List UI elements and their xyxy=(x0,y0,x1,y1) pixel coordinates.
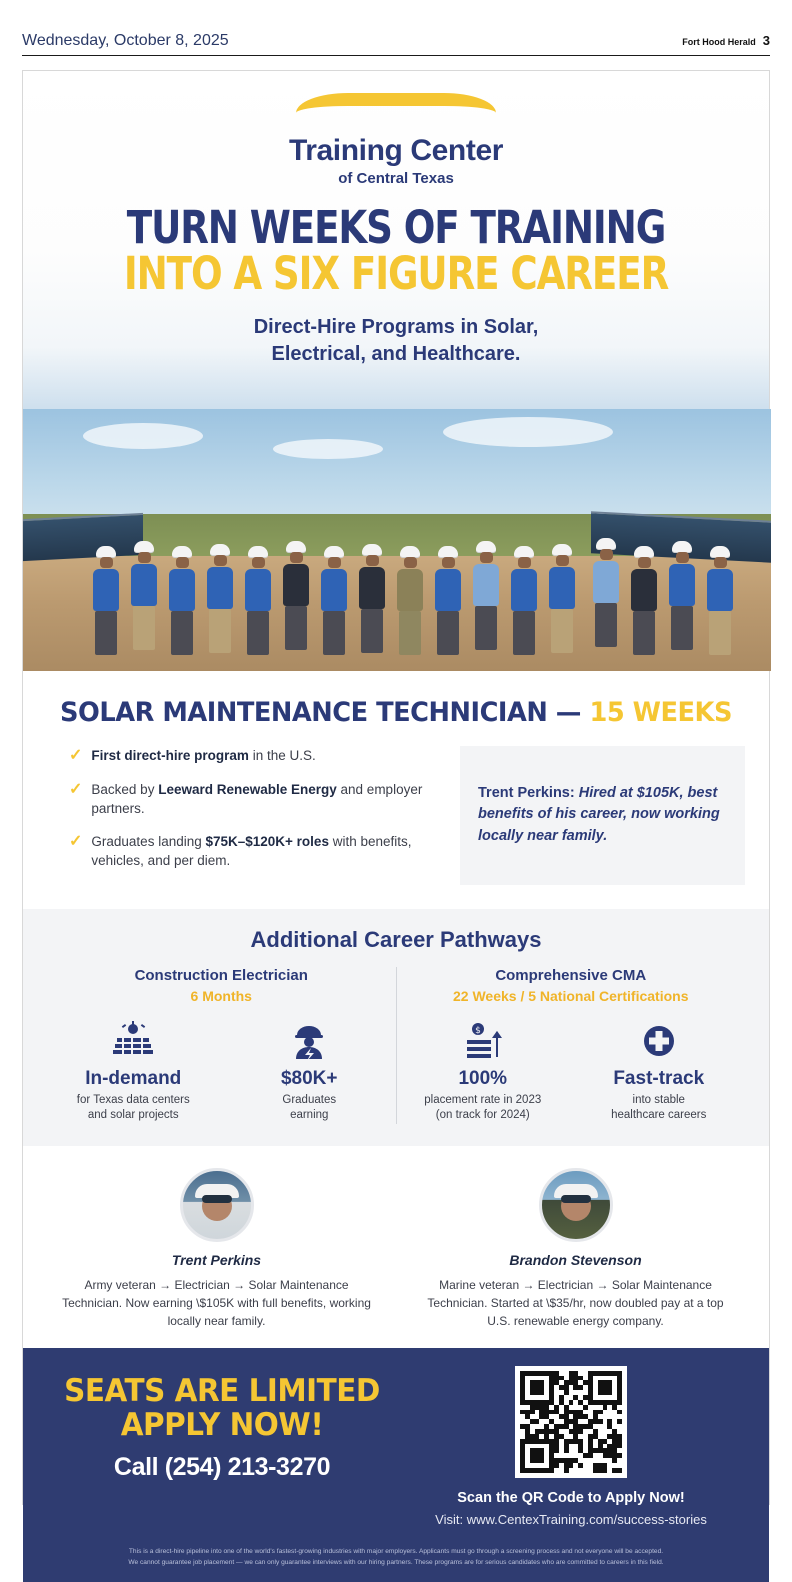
pathway-column-cma xyxy=(397,967,746,1124)
brand-logo xyxy=(23,71,769,187)
phone-number[interactable]: Call (254) 213-3270 xyxy=(113,1453,331,1482)
pathway-heading: Comprehensive CMA xyxy=(495,966,647,984)
hero-subheadline xyxy=(23,314,769,368)
solar-panel-icon xyxy=(58,1018,208,1064)
newspaper-header xyxy=(22,32,770,56)
pathway-caption: Graduates earning xyxy=(282,1093,337,1122)
bullet-text: First direct-hire program in the U.S. xyxy=(91,748,316,763)
pathway-items xyxy=(57,1018,386,1124)
testimonial-name: Brandon Stevenson xyxy=(509,1251,642,1268)
avatar xyxy=(180,1168,254,1242)
person-figure xyxy=(435,546,461,655)
money-growth-icon xyxy=(408,1018,558,1064)
newspaper-name: Fort Hood Herald xyxy=(682,37,756,47)
bullet-text: Backed by Leeward Renewable Energy and employer partners. xyxy=(91,782,423,817)
pathway-item xyxy=(234,1018,384,1124)
person-figure xyxy=(473,541,499,650)
hero-section xyxy=(23,71,769,671)
person-figure xyxy=(511,546,537,655)
person-figure xyxy=(593,538,619,647)
medical-cross-icon xyxy=(584,1018,734,1064)
quote-name: Trent Perkins: xyxy=(478,784,575,801)
cta-right xyxy=(397,1366,745,1527)
pathway-stat: In-demand xyxy=(85,1067,182,1089)
cloud-shape xyxy=(83,423,203,449)
person-figure xyxy=(359,544,385,653)
disclaimer xyxy=(23,1537,769,1582)
pathway-heading: Construction Electrician xyxy=(134,966,308,984)
list-item xyxy=(69,832,442,870)
person-figure-soldier xyxy=(397,546,423,655)
testimonials-section xyxy=(23,1146,769,1348)
page-number: 3 xyxy=(762,33,770,48)
pathway-item xyxy=(408,1018,558,1124)
testimonial-body: Marine veteran → Electrician → Solar Maintenance Technician. Started at \$35/hr, now doubled pay at a top U.S. renewable energy company. xyxy=(427,1277,724,1328)
person-figure xyxy=(245,546,271,655)
person-figure xyxy=(283,541,309,650)
headline-line-1: TURN WEEKS OF TRAINING xyxy=(126,200,666,254)
qr-code-pattern xyxy=(520,1371,622,1473)
solar-title-main: SOLAR MAINTENANCE TECHNICIAN — xyxy=(60,697,590,728)
pathway-caption: placement rate in 2023 (on track for 2024) xyxy=(424,1093,542,1122)
pathways-title: Additional Career Pathways xyxy=(250,926,542,952)
newspaper-masthead-right xyxy=(682,33,770,48)
additional-pathways-section xyxy=(23,909,769,1146)
solar-section-title xyxy=(42,671,751,732)
testimonial-body: Army veteran → Electrician → Solar Maintenance Technician. Now earning \$105K with full benefits, working locally near family. xyxy=(62,1277,371,1328)
solar-title-duration: 15 WEEKS xyxy=(589,697,732,728)
pathway-item xyxy=(58,1018,208,1124)
pathway-stat: $80K+ xyxy=(280,1067,338,1089)
pathway-duration: 22 Weeks / 5 National Certifications xyxy=(453,987,689,1004)
logo-subtitle: of Central Texas xyxy=(338,169,454,187)
pathway-item xyxy=(584,1018,734,1124)
quote-detail: Hired at $105K, best benefits of his career, now working locally near family. xyxy=(478,784,720,845)
list-item xyxy=(69,746,442,766)
subheadline-line-1: Direct-Hire Programs in Solar, xyxy=(253,316,539,339)
website-url[interactable]: Visit: www.CentexTraining.com/success-stories xyxy=(435,1511,707,1527)
logo-title: Training Center xyxy=(288,134,504,167)
person-figure xyxy=(631,546,657,655)
advertisement xyxy=(22,70,770,1566)
list-item xyxy=(69,780,442,818)
bullet-text: Graduates landing $75K–$120K+ roles with benefits, vehicles, and per diem. xyxy=(91,834,412,869)
pathways-columns xyxy=(47,967,745,1124)
issue-date: Wednesday, October 8, 2025 xyxy=(22,32,229,49)
qr-code[interactable] xyxy=(515,1366,627,1478)
testimonial-quote-box xyxy=(460,746,745,885)
testimonial-name: Trent Perkins xyxy=(171,1251,262,1268)
headline-line-2: INTO A SIX FIGURE CAREER xyxy=(123,247,669,301)
logo-arc-icon xyxy=(296,93,496,133)
call-to-action-section xyxy=(23,1348,769,1537)
solar-body xyxy=(23,732,769,909)
cloud-shape xyxy=(273,439,383,459)
cta-left xyxy=(47,1366,397,1527)
person-figure xyxy=(549,544,575,653)
person-figure xyxy=(321,546,347,655)
solar-bullet-list xyxy=(47,746,442,885)
person-figure xyxy=(131,541,157,650)
pathway-items xyxy=(407,1018,736,1124)
person-figure xyxy=(669,541,695,650)
cloud-shape xyxy=(443,417,613,447)
electrician-worker-icon xyxy=(234,1018,384,1064)
hero-headline xyxy=(23,200,769,301)
cta-line-1: SEATS ARE LIMITED xyxy=(64,1372,380,1409)
testimonial-card xyxy=(47,1168,386,1330)
check-icon: ✓ xyxy=(69,833,83,851)
check-icon: ✓ xyxy=(69,747,83,764)
pathway-duration: 6 Months xyxy=(190,987,252,1004)
solar-panel-left xyxy=(23,513,143,561)
avatar xyxy=(539,1168,613,1242)
solar-section xyxy=(23,671,769,909)
pathway-column-electrician xyxy=(47,967,397,1124)
svg-text:$: $ xyxy=(474,1025,481,1036)
check-icon: ✓ xyxy=(69,781,83,798)
pathway-stat: 100% xyxy=(458,1067,508,1089)
quote-text xyxy=(478,783,727,848)
disclaimer-line-2: We cannot guarantee job placement — we can only guarantee interviews with our hiring partners. These programs are for serious candidates who are committed to careers in this field. xyxy=(128,1558,664,1566)
person-figure xyxy=(707,546,733,655)
subheadline-line-2: Electrical, and Healthcare. xyxy=(271,343,521,366)
pathway-caption: for Texas data centers and solar projects xyxy=(76,1093,190,1122)
person-figure xyxy=(169,546,195,655)
person-figure xyxy=(93,546,119,655)
qr-instruction: Scan the QR Code to Apply Now! xyxy=(457,1489,685,1506)
pathway-stat: Fast-track xyxy=(613,1067,705,1089)
testimonial-card xyxy=(406,1168,745,1330)
cta-line-2: APPLY NOW! xyxy=(120,1407,324,1444)
group-photo xyxy=(23,409,771,671)
person-figure xyxy=(207,544,233,653)
pathway-caption: into stable healthcare careers xyxy=(611,1093,707,1122)
disclaimer-line-1: This is a direct-hire pipeline into one of the world's fastest-growing industries with major employers. Applicants must go through a screening process and not everyone will be accepted. xyxy=(128,1547,664,1555)
